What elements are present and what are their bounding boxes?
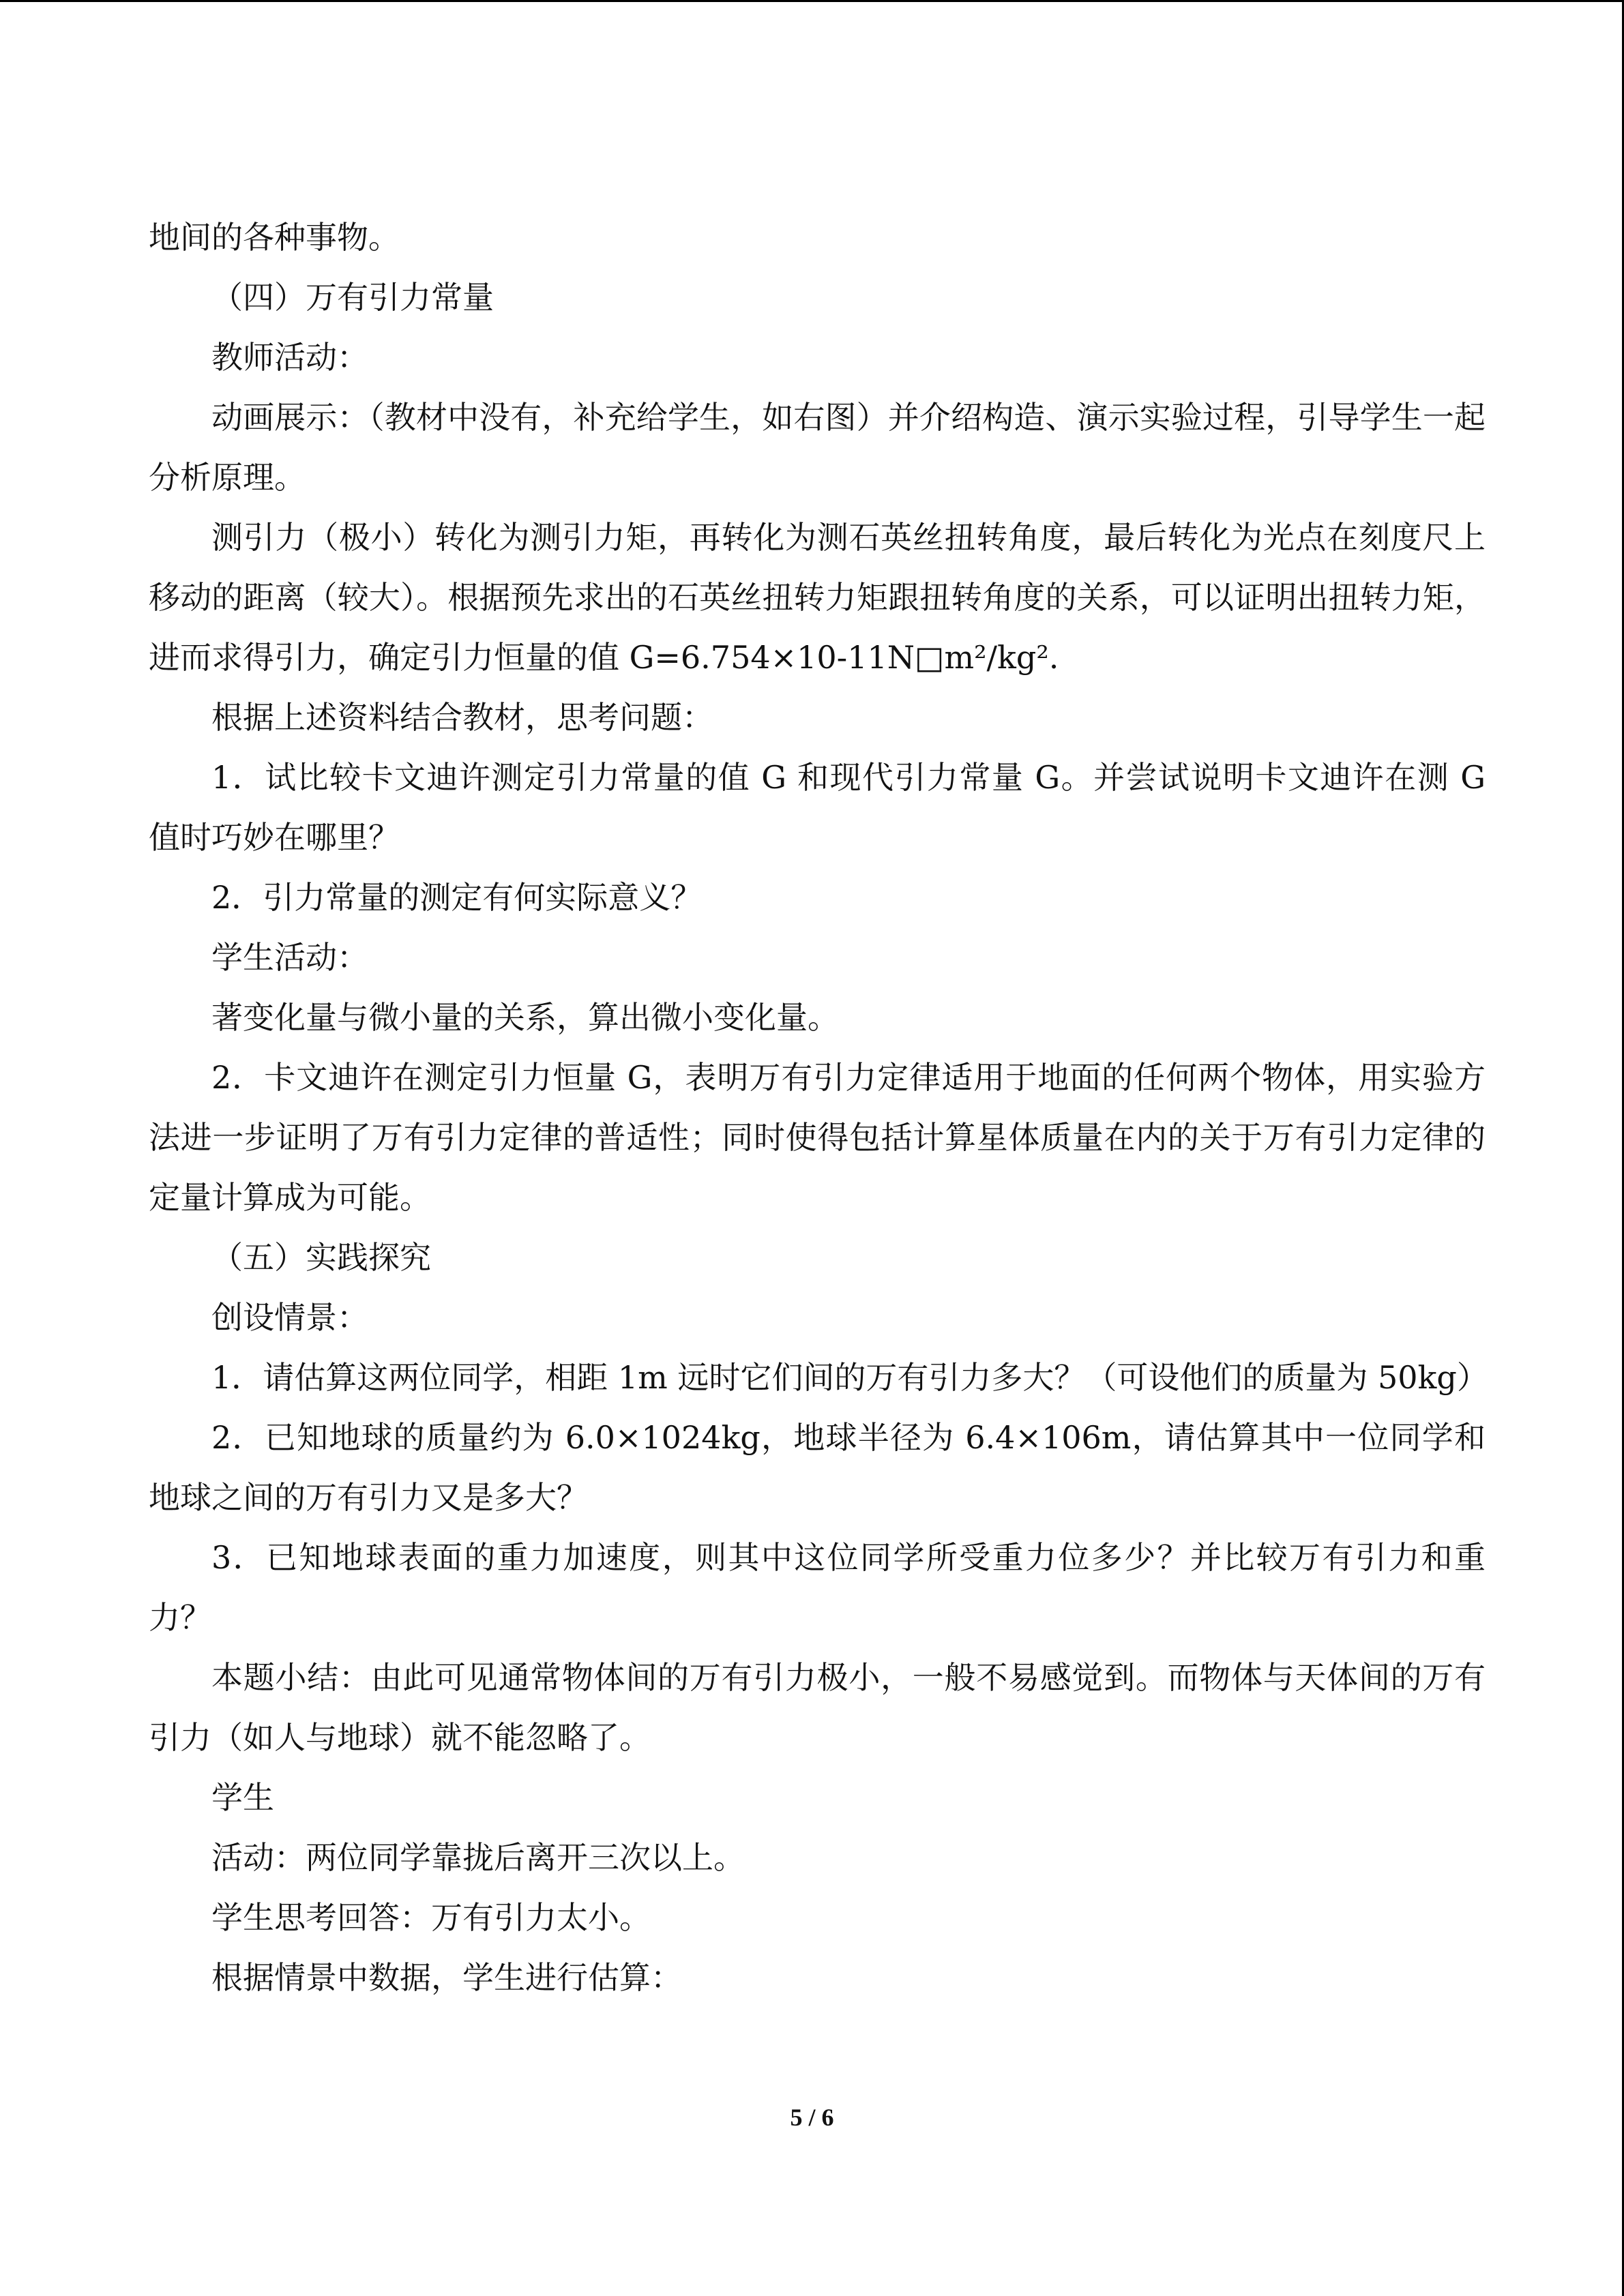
scenario-question-2: 2．已知地球的质量约为 6.0×1024kg，地球半径为 6.4×106m，请估算其中一位同学和地球之间的万有引力又是多大？ (149, 1419, 1486, 1516)
scenario-label: 创设情景： (211, 1299, 368, 1336)
student-answer: 学生思考回答：万有引力太小。 (211, 1899, 651, 1936)
section-heading-practice-inquiry: （五）实践探究 (211, 1239, 431, 1276)
teacher-activity-label: 教师活动： (211, 339, 368, 376)
question-2: 2．引力常量的测定有何实际意义？ (211, 879, 703, 916)
scenario-question-1: 1．请估算这两位同学，相距 1m 远时它们间的万有引力多大？（可设他们的质量为 50kg） (211, 1359, 1488, 1396)
student-estimation: 根据情景中数据，学生进行估算： (211, 1959, 682, 1996)
paragraph-continuation: 地间的各种事物。 (149, 219, 400, 256)
section-heading-universal-gravitation-constant: （四）万有引力常量 (211, 279, 494, 316)
student-label: 学生 (211, 1779, 274, 1816)
page-top-border (0, 0, 1624, 2)
paragraph-animation-demo: 动画展示：（教材中没有，补充给学生，如右图）并介绍构造、演示实验过程，引导学生一起分析原理。 (149, 399, 1486, 496)
paragraph-questions-intro: 根据上述资料结合教材，思考问题： (211, 699, 713, 736)
scenario-question-3: 3．已知地球表面的重力加速度，则其中这位同学所受重力位多少？并比较万有引力和重力？ (149, 1539, 1486, 1636)
answer-2: 2．卡文迪许在测定引力恒量 G，表明万有引力定律适用于地面的任何两个物体，用实验方法进一步证明了万有引力定律的普适性；同时使得包括计算星体质量在内的关于万有引力定律的定量计算成为可能。 (149, 1059, 1486, 1216)
paragraph-measurement-principle: 测引力（极小）转化为测引力矩，再转化为测石英丝扭转角度，最后转化为光点在刻度尺上移动的距离（较大）。根据预先求出的石英丝扭转力矩跟扭转角度的关系，可以证明出扭转力矩，进而求得引力，确定引力恒量的值 G=6.754×10-11N□m²/kg². (149, 519, 1486, 676)
question-1: 1．试比较卡文迪许测定引力常量的值 G 和现代引力常量 G。并尝试说明卡文迪许在测 G 值时巧妙在哪里？ (149, 759, 1486, 856)
body-text (149, 207, 1486, 2008)
paragraph-small-quantity: 著变化量与微小量的关系，算出微小变化量。 (211, 999, 839, 1036)
student-activity-description: 活动：两位同学靠拢后离开三次以上。 (211, 1839, 745, 1876)
page-number: 5 / 6 (790, 2104, 834, 2131)
summary-paragraph: 本题小结：由此可见通常物体间的万有引力极小，一般不易感觉到。而物体与天体间的万有引力（如人与地球）就不能忽略了。 (149, 1659, 1486, 1756)
student-activity-label: 学生活动： (211, 939, 368, 976)
